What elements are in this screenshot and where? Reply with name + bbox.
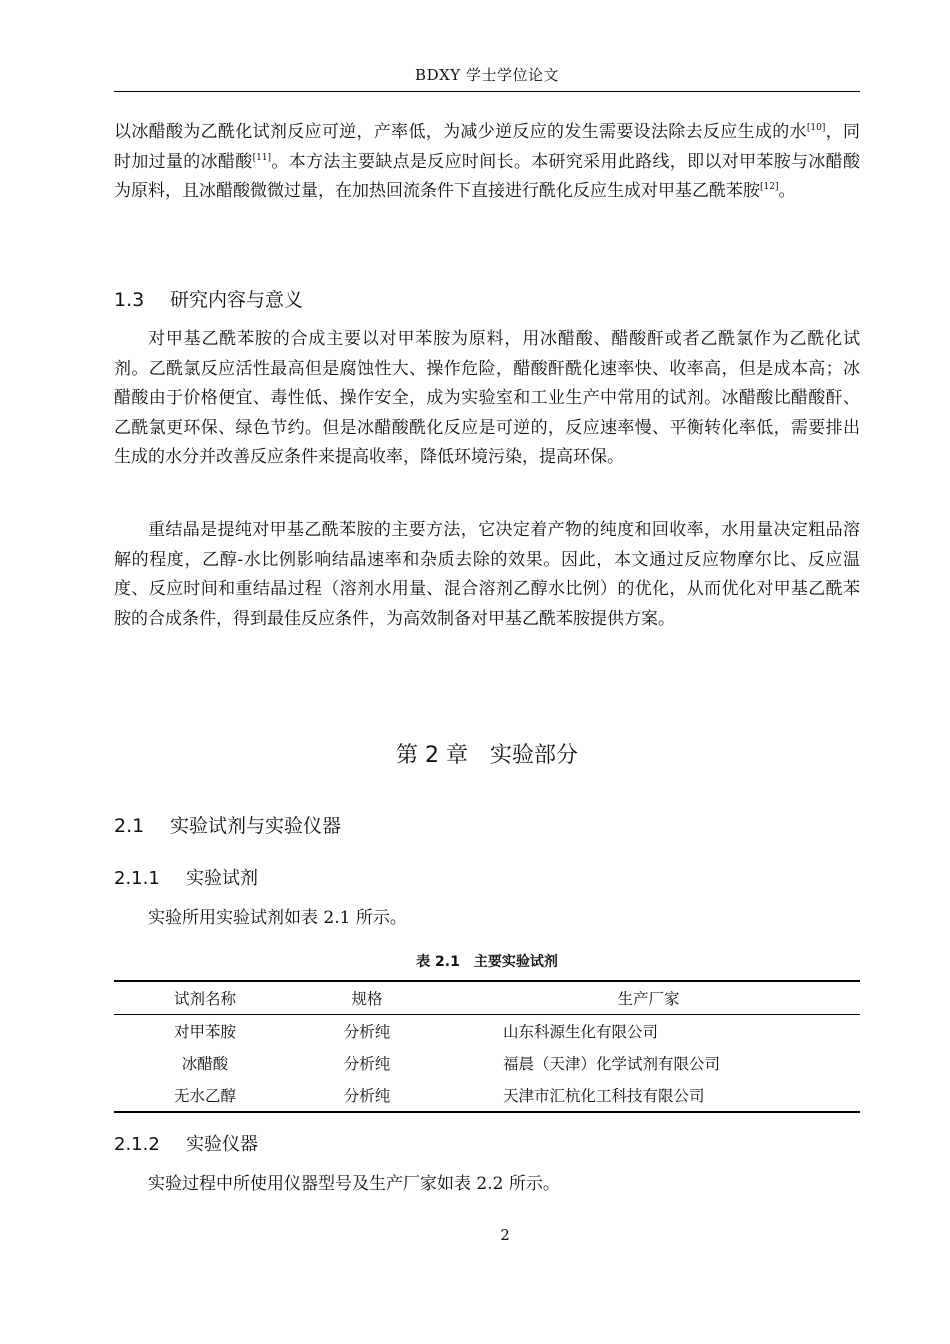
table-2-1-caption: 表 2.1 主要实验试剂 bbox=[416, 954, 558, 970]
section-number: 2.1.1 bbox=[114, 868, 160, 889]
reagent-manufacturer: 天津市汇杭化工科技有限公司 bbox=[438, 1079, 860, 1112]
section-title: 实验试剂 bbox=[186, 868, 258, 889]
section-number: 1.3 bbox=[114, 289, 145, 311]
instrument-table-intro: 实验过程中所使用仪器型号及生产厂家如表 2.2 所示。 bbox=[148, 1174, 560, 1194]
section-number: 2.1 bbox=[114, 815, 145, 837]
reagent-name: 对甲苯胺 bbox=[173, 1023, 236, 1041]
column-header-grade: 规格 bbox=[296, 981, 438, 1015]
page-number: 2 bbox=[500, 1226, 510, 1244]
reagent-grade: 分析纯 bbox=[343, 1055, 391, 1073]
section-1-3-heading bbox=[114, 285, 303, 312]
page-header: BDXY 学士学位论文 bbox=[415, 66, 559, 84]
intro-text-3: 。本方法主要缺点是反应时间长。本研究采用此路线，即以对甲苯胺与冰醋酸为原料，且冰醋酸微微过量，在加热回流条件下直接进行酰化反应生成对甲基乙酰苯胺 bbox=[114, 151, 861, 201]
citation-11: [11] bbox=[252, 152, 272, 163]
table-row bbox=[114, 1015, 860, 1048]
intro-text-1: 以冰醋酸为乙酰化试剂反应可逆，产率低，为减少逆反应的发生需要设法除去反应生成的水 bbox=[114, 122, 807, 142]
section-title: 研究内容与意义 bbox=[170, 289, 304, 311]
section-2-1-heading bbox=[114, 811, 341, 838]
intro-text-2: ，同时加过量的冰醋酸 bbox=[114, 122, 861, 172]
intro-paragraph bbox=[114, 118, 860, 207]
table-row bbox=[114, 1079, 860, 1112]
section-2-1-1-heading bbox=[114, 864, 258, 890]
header-rule bbox=[114, 91, 860, 92]
citation-12: [12] bbox=[760, 182, 779, 192]
reagent-grade: 分析纯 bbox=[296, 1079, 438, 1112]
section-1-3-paragraph-1: 对甲基乙酰苯胺的合成主要以对甲苯胺为原料，用冰醋酸、醋酸酐或者乙酰氯作为乙酰化试剂。乙酰氯反应活性最高但是腐蚀性大、操作危险，醋酸酐酰化速率快、收率高，但是成本高；冰醋酸由于价格便宜、毒性低、操作安全，成为实验室和工业生产中常用的试剂。冰醋酸比醋酸酐、乙酰氯更环保、绿色节约。但是冰醋酸酰化反应是可逆的，反应速率慢、平衡转化率低，需要排出生成的水分并改善反应条件来提高收率，降低环境污染，提高环保。 bbox=[114, 329, 860, 467]
reagent-name: 无水乙醇 bbox=[114, 1079, 296, 1112]
section-title: 实验试剂与实验仪器 bbox=[170, 815, 342, 837]
reagent-table bbox=[114, 980, 860, 1113]
reagent-name: 冰醋酸 bbox=[181, 1055, 229, 1073]
reagent-table-intro: 实验所用实验试剂如表 2.1 所示。 bbox=[148, 908, 407, 928]
section-1-3-paragraph-2: 重结晶是提纯对甲基乙酰苯胺的主要方法，它决定着产物的纯度和回收率，水用量决定粗品溶解的程度，乙醇-水比例影响结晶速率和杂质去除的效果。因此，本文通过反应物摩尔比、反应温度、反应时间和重结晶过程（溶剂水用量、混合溶剂乙醇水比例）的优化，从而优化对甲基乙酰苯胺的合成条件，得到最佳反应条件，为高效制备对甲基乙酰苯胺提供方案。 bbox=[114, 520, 860, 629]
section-2-1-2-heading bbox=[114, 1130, 258, 1156]
table-row bbox=[114, 1047, 860, 1079]
intro-text-4: 。 bbox=[778, 181, 796, 201]
chapter-2-title: 第 2 章 实验部分 bbox=[396, 743, 578, 768]
table-header-row bbox=[114, 981, 860, 1015]
reagent-manufacturer: 山东科源生化有限公司 bbox=[503, 1023, 659, 1041]
column-header-manufacturer: 生产厂家 bbox=[438, 981, 860, 1015]
section-number: 2.1.2 bbox=[114, 1134, 160, 1155]
column-header-name: 试剂名称 bbox=[114, 981, 296, 1015]
reagent-manufacturer: 福晨（天津）化学试剂有限公司 bbox=[503, 1055, 721, 1073]
citation-10: [10] bbox=[806, 123, 826, 133]
reagent-grade: 分析纯 bbox=[343, 1023, 391, 1041]
section-title: 实验仪器 bbox=[186, 1134, 258, 1155]
